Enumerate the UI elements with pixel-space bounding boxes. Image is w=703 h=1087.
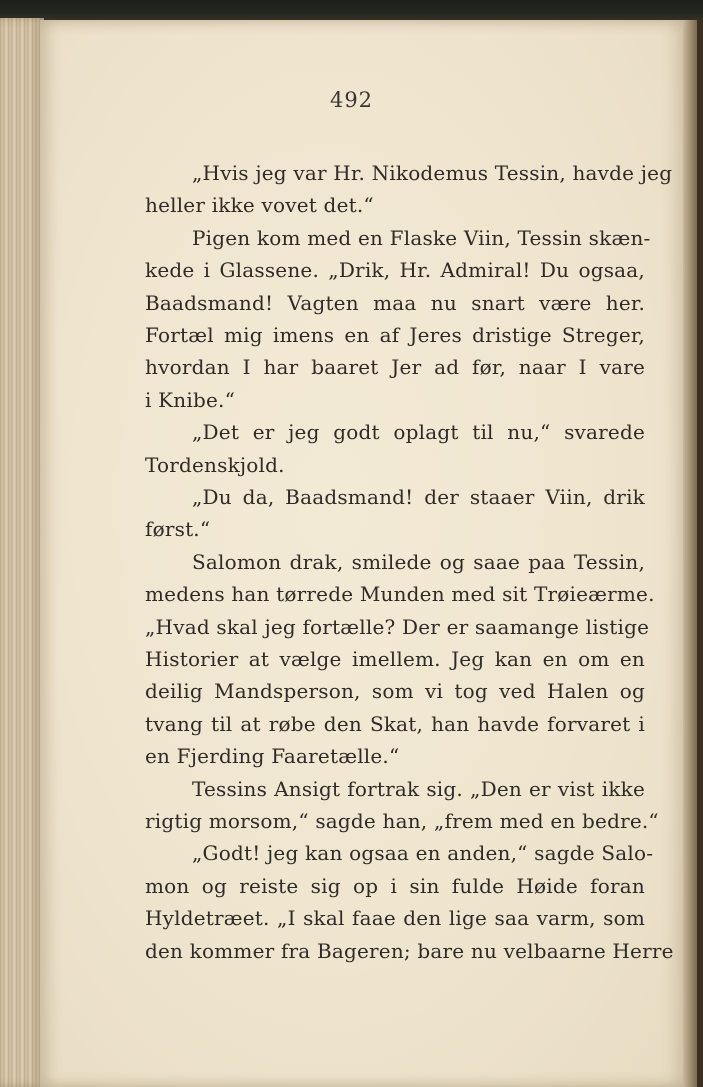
text-line: først.“ [145, 517, 211, 542]
top-shadow-band [0, 0, 703, 22]
right-book-edge [683, 20, 703, 1087]
text-line: „Det er jeg godt oplagt til nu,“ svarede [192, 420, 645, 445]
text-line: rigtig morsom,“ sagde han, „frem med en bedre.“ [145, 809, 659, 833]
text-line: „Hvad skal jeg fortælle? Der er saamange listige [145, 614, 650, 639]
text-line: tvang til at røbe den Skat, han havde forvaret i [145, 711, 645, 736]
text-line: en Fjerding Faaretælle.“ [145, 744, 400, 769]
text-line: kede i Glassene. „Drik, Hr. Admiral! Du ogsaa, [145, 258, 645, 283]
text-line: Tessins Ansigt fortrak sig. „Den er vist ikke [192, 776, 645, 801]
text-line: „Hvis jeg var Hr. Nikodemus Tessin, havde jeg [192, 161, 673, 185]
text-line: medens han tørrede Munden med sit Trøieærme. [145, 582, 655, 607]
text-line: heller ikke vovet det.“ [145, 193, 374, 218]
page-number: 492 [329, 88, 374, 112]
text-line: deilig Mandsperson, som vi tog ved Halen og [145, 679, 645, 704]
text-line: Hyldetræet. „I skal faae den lige saa varm, som [145, 906, 645, 931]
text-line: i Knibe.“ [145, 387, 235, 412]
text-line: Fortæl mig imens en af Jeres dristige Streger, [145, 323, 645, 347]
text-line: hvordan I har baaret Jer ad før, naar I vare [145, 355, 645, 380]
text-line: Historier at vælge imellem. Jeg kan en om en [145, 647, 645, 671]
text-line: „Du da, Baadsmand! der staaer Viin, drik [192, 485, 645, 509]
text-line: Salomon drak, smilede og saae paa Tessin, [192, 549, 645, 574]
text-line: „Godt! jeg kan ogsaa en anden,“ sagde Salo- [192, 841, 654, 866]
left-page-edges [0, 18, 44, 1087]
text-line: den kommer fra Bageren; bare nu velbaarne Herre [145, 938, 674, 963]
text-line: Tordenskjold. [145, 452, 285, 477]
text-line: Pigen kom med en Flaske Viin, Tessin skæn- [192, 225, 651, 250]
text-line: mon og reiste sig op i sin fulde Høide foran [145, 873, 645, 898]
text-line: Baadsmand! Vagten maa nu snart være her. [145, 290, 645, 315]
